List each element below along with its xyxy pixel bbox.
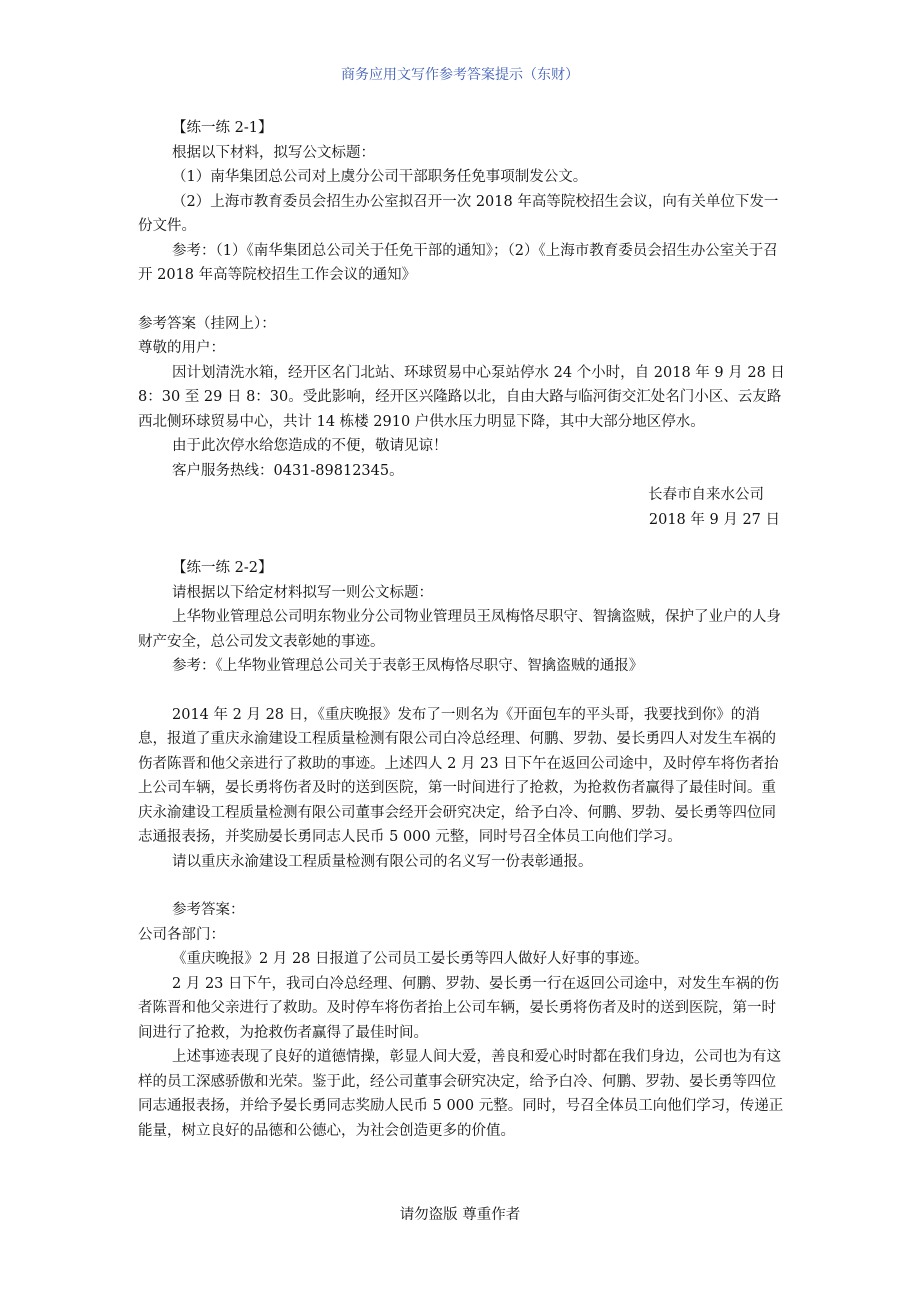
case-paragraph-2: 请以重庆永渝建设工程质量检测有限公司的名义写一份表彰通报。 (172, 853, 593, 870)
exercise-2-2-material: 上华物业管理总公司明东物业分公司物业管理员王凤梅恪尽职守、智擒盗贼，保护了业户的人身财产安全，总公司发文表彰她的事迹。 (138, 609, 781, 650)
answer-2-paragraph-1: 《重庆晚报》2 月 28 日报道了公司员工晏长勇等四人做好人好事的事迹。 (172, 951, 649, 967)
answer-2-salutation: 公司各部门： (138, 926, 225, 943)
exercise-2-2-title: 【练一练 2-2】 (172, 560, 273, 576)
exercise-2-2-intro: 请根据以下给定材料拟写一则公文标题： (172, 584, 433, 601)
answer-1-paragraph-2: 由于此次停水给您造成的不便，敬请见谅！ (172, 438, 448, 454)
exercise-2-1-intro: 根据以下材料，拟写公文标题： (172, 144, 375, 161)
answer-1-salutation: 尊敬的用户： (138, 340, 225, 356)
answer-1-paragraph-1: 因计划清洗水箱，经开区名门北站、环球贸易中心泵站停水 24 个小时，自 2018 年 9 月 28 日 8：30 至 29 日 8：30。受此影响，经开区兴隆路以北，自由大路与临河街交汇处名门小区、云友路西北侧环球贸易中心，共计 14 栋楼 2910 户供水压力明显下降，其中大部分地区停水。 (138, 364, 785, 430)
exercise-2-1-item-2: （2）上海市教育委员会招生办公室拟召开一次 2018 年高等院校招生会议，向有关单位下发一份文件。 (138, 193, 779, 234)
answer-1-hotline: 客户服务热线：0431-89812345。 (172, 462, 404, 479)
exercise-2-1-title: 【练一练 2-1】 (172, 120, 273, 136)
page-footer: 请勿盗版 尊重作者 (399, 1207, 521, 1223)
page-header: 商务应用文写作参考答案提示（东财） (341, 67, 579, 83)
answer-2-paragraph-3: 上述事迹表现了良好的道德情操，彰显人间大爱，善良和爱心时时都在我们身边，公司也为有这样的员工深感骄傲和光荣。鉴于此，经公司董事会研究决定，给予白冷、何鹏、罗勃、晏长勇等四位同志通报表扬，并给予晏长勇同志奖励人民币 5 000 元整。同时，号召全体员工向他们学习，传递正能量，树立良好的品德和公德心，为社会创造更多的价值。 (138, 1049, 784, 1139)
document-body (138, 116, 788, 1143)
answer-1-date: 2018 年 9 月 27 日 (648, 511, 780, 528)
exercise-2-2-reference: 参考：《上华物业管理总公司关于表彰王凤梅恪尽职守、智擒盗贼的通报》 (172, 658, 644, 674)
answer-1-label: 参考答案（挂网上）： (138, 315, 276, 332)
answer-2-label: 参考答案： (172, 902, 245, 918)
case-paragraph-1: 2014 年 2 月 28 日，《重庆晚报》发布了一则名为《开面包车的平头哥，我要找到你》的消息，报道了重庆永渝建设工程质量检测有限公司白冷总经理、何鹏、罗勃、晏长勇四人对发生车祸的伤者陈晋和他父亲进行了救助的事迹。上述四人 2 月 23 日下午在返回公司途中，及时停车将伤者抬上公司车辆，晏长勇将伤者及时的送到医院，第一时间进行了抢救，为抢救伤者赢得了最佳时间。重庆永渝建设工程质量检测有限公司董事会经开会研究决定，给予白冷、何鹏、罗勃、晏长勇等四位同志通报表扬，并奖励晏长勇同志人民币 5 000 元整，同时号召全体员工向他们学习。 (138, 706, 779, 845)
answer-2-paragraph-2: 2 月 23 日下午，我司白冷总经理、何鹏、罗勃、晏长勇一行在返回公司途中，对发生车祸的伤者陈晋和他父亲进行了救助。及时停车将伤者抬上公司车辆，晏长勇将伤者及时的送到医院，第一时间进行了抢救，为抢救伤者赢得了最佳时间。 (138, 975, 779, 1041)
exercise-2-1-reference: 参考：（1）《南华集团总公司关于任免干部的通知》；（2）《上海市教育委员会招生办公室关于召开 2018 年高等院校招生工作会议的通知》 (138, 242, 778, 283)
answer-1-signer: 长春市自来水公司 (648, 487, 764, 503)
exercise-2-1-item-1: （1）南华集团总公司对上虞分公司干部职务任免事项制发公文。 (172, 169, 588, 185)
